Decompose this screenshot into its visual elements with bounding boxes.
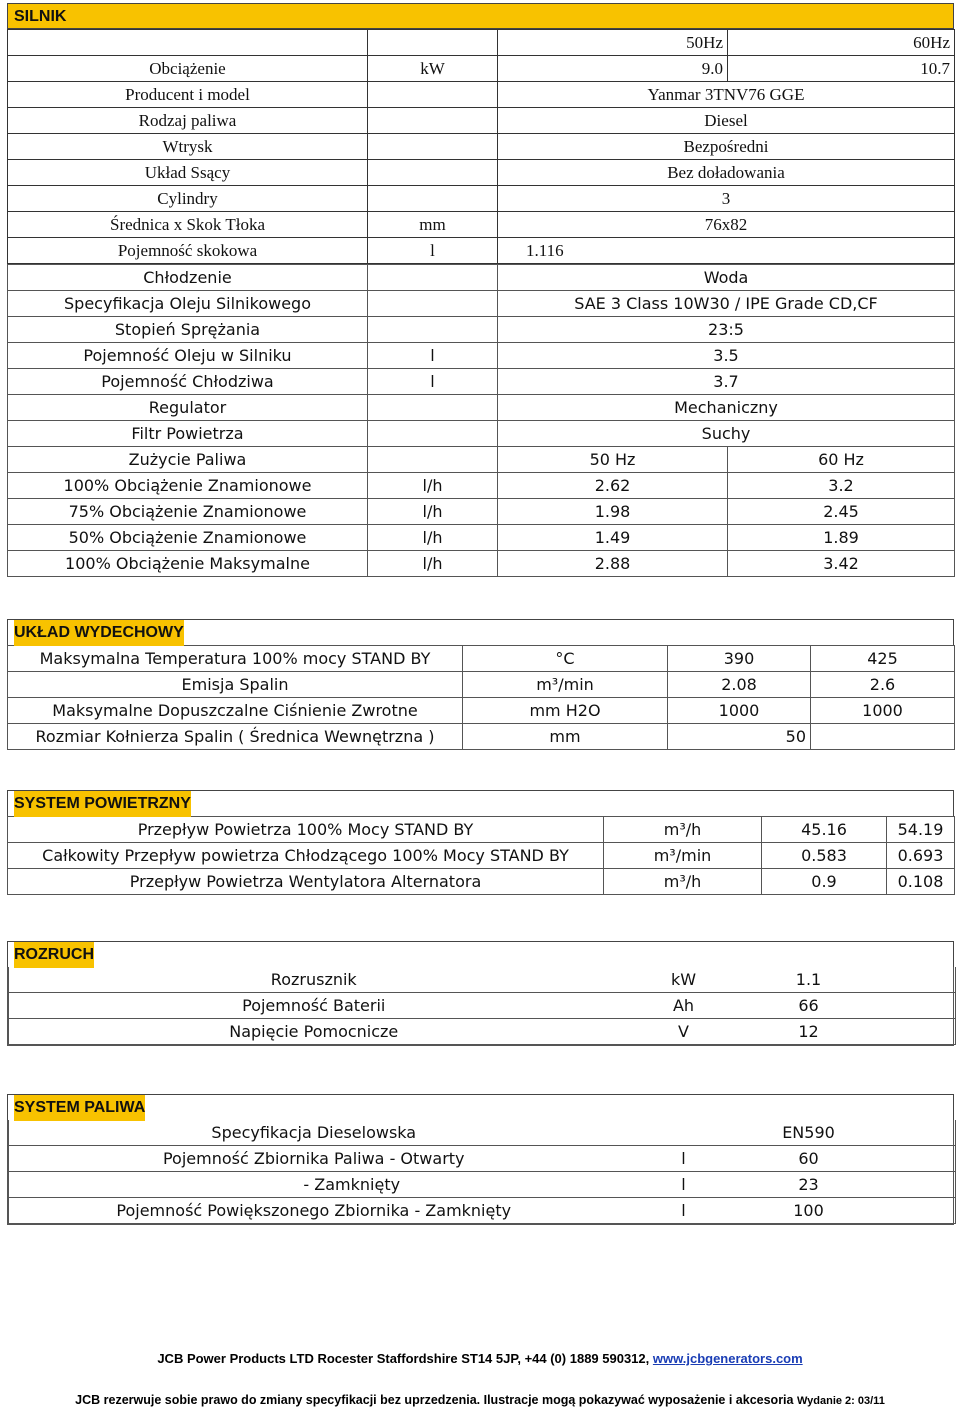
table-row: Specyfikacja Dieselowska EN590 bbox=[9, 1120, 956, 1146]
table-row: Maksymalna Temperatura 100% mocy STAND BY °C 390 425 bbox=[8, 646, 955, 672]
table-row: Pojemność Chłodziwa l 3.7 bbox=[8, 369, 955, 395]
table-row: Regulator Mechaniczny bbox=[8, 395, 955, 421]
table-row: Układ Ssący Bez doładowania bbox=[8, 160, 955, 186]
table-row: 100% Obciążenie Znamionowe l/h 2.62 3.2 bbox=[8, 473, 955, 499]
section-title: ROZRUCH bbox=[14, 942, 94, 968]
table-row: Napięcie Pomocnicze V 12 bbox=[9, 1019, 956, 1045]
table-row: Producent i model Yanmar 3TNV76 GGE bbox=[8, 82, 955, 108]
table-row: Rozmiar Kołnierza Spalin ( Średnica Wewnętrzna ) mm 50 bbox=[8, 724, 955, 750]
table-row: Całkowity Przepływ powietrza Chłodzącego 100% Mocy STAND BY m³/min 0.583 0.693 bbox=[8, 843, 955, 869]
table-row: Cylindry 3 bbox=[8, 186, 955, 212]
air-table bbox=[7, 816, 955, 895]
section-paliwo bbox=[7, 1094, 954, 1225]
table-row: 50Hz 60Hz bbox=[8, 30, 955, 56]
table-row: Pojemność Baterii Ah 66 bbox=[9, 993, 956, 1019]
table-row: - Zamknięty l 23 bbox=[9, 1172, 956, 1198]
engine-table-bottom bbox=[7, 264, 955, 577]
section-rozruch bbox=[7, 941, 954, 1046]
fuel-system-table bbox=[8, 1120, 956, 1224]
section-wydech bbox=[7, 619, 954, 750]
section-powietrze bbox=[7, 790, 954, 895]
table-row: Filtr Powietrza Suchy bbox=[8, 421, 955, 447]
edition-label: Wydanie 2: 03/11 bbox=[796, 1395, 885, 1407]
table-row: 100% Obciążenie Maksymalne l/h 2.88 3.42 bbox=[8, 551, 955, 577]
table-row: Obciążenie kW 9.0 10.7 bbox=[8, 56, 955, 82]
table-row: Przepływ Powietrza 100% Mocy STAND BY m³/h 45.16 54.19 bbox=[8, 817, 955, 843]
table-row: Zużycie Paliwa 50 Hz 60 Hz bbox=[8, 447, 955, 473]
starter-table bbox=[8, 967, 956, 1045]
table-row: Średnica x Skok Tłoka mm 76x82 bbox=[8, 212, 955, 238]
table-row: Pojemność skokowa l 1.116 bbox=[8, 238, 955, 264]
table-row: Emisja Spalin m³/min 2.08 2.6 bbox=[8, 672, 955, 698]
footer-disclaimer: JCB rezerwuje sobie prawo do zmiany specyfikacji bez uprzedzenia. Ilustracje mogą pokazywać wyposażenie i akcesoria Wydanie 2: 03/11 bbox=[75, 1393, 885, 1407]
table-row: Pojemność Zbiornika Paliwa - Otwarty l 60 bbox=[9, 1146, 956, 1172]
table-row: 50% Obciążenie Znamionowe l/h 1.49 1.89 bbox=[8, 525, 955, 551]
exhaust-table bbox=[7, 645, 955, 750]
table-row: Rodzaj paliwa Diesel bbox=[8, 108, 955, 134]
website-link[interactable]: www.jcbgenerators.com bbox=[652, 1351, 803, 1366]
table-row: Rozrusznik kW 1.1 bbox=[9, 967, 956, 993]
table-row: 75% Obciążenie Znamionowe l/h 1.98 2.45 bbox=[8, 499, 955, 525]
table-row: Wtrysk Bezpośredni bbox=[8, 134, 955, 160]
section-title: UKŁAD WYDECHOWY bbox=[14, 620, 184, 646]
table-row: Stopień Sprężania 23:5 bbox=[8, 317, 955, 343]
section-title: SILNIK bbox=[7, 3, 954, 29]
engine-table-top bbox=[7, 29, 955, 264]
section-silnik bbox=[7, 3, 954, 577]
table-row: Pojemność Oleju w Silniku l 3.5 bbox=[8, 343, 955, 369]
section-title: SYSTEM PALIWA bbox=[14, 1095, 145, 1121]
table-row: Przepływ Powietrza Wentylatora Alternatora m³/h 0.9 0.108 bbox=[8, 869, 955, 895]
table-row: Maksymalne Dopuszczalne Ciśnienie Zwrotne mm H2O 1000 1000 bbox=[8, 698, 955, 724]
section-title: SYSTEM POWIETRZNY bbox=[14, 791, 191, 817]
table-row: Pojemność Powiększonego Zbiornika - Zamknięty l 100 bbox=[9, 1198, 956, 1224]
table-row: Chłodzenie Woda bbox=[8, 265, 955, 291]
footer-address: JCB Power Products LTD Rocester Staffordshire ST14 5JP, +44 (0) 1889 590312, www.jcbgenerators.com bbox=[157, 1351, 803, 1366]
table-row: Specyfikacja Oleju Silnikowego SAE 3 Class 10W30 / IPE Grade CD,CF bbox=[8, 291, 955, 317]
